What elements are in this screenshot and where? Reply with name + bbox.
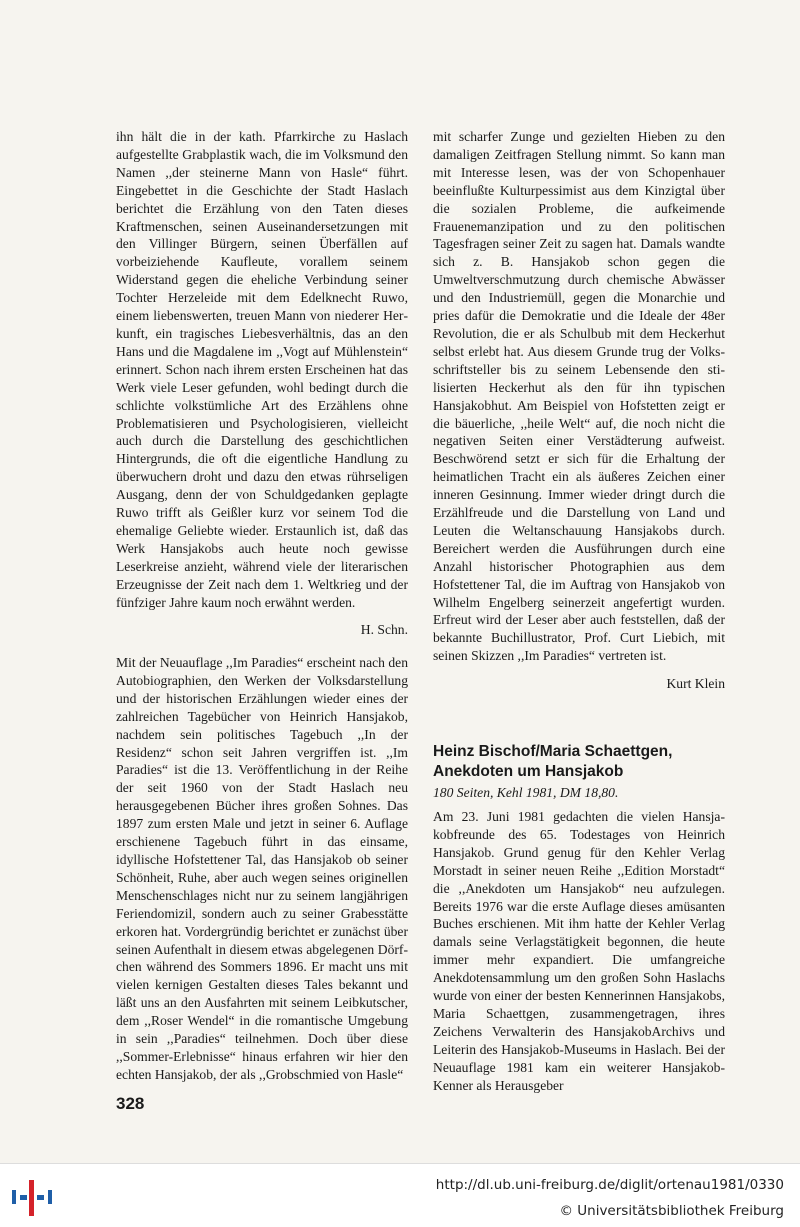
reviewer-signature: H. Schn.	[360, 622, 408, 638]
book-details: 180 Seiten, Kehl 1981, DM 18,80.	[433, 785, 619, 800]
column-left-bottom	[116, 654, 408, 1084]
review-text-left-top: ihn hält die in der kath. Pfarrkirche zu Haslach aufgestellte Grabplastik wach, die im Volksmund den Namen ,,der steinerne Mann von Hasle“ führt. Eingebettet in die Geschichte der Stadt Haslach berichtet die Erzählung von den Taten dieses Kraftmenschen, seinen Auseinandersetzungen mit den Villinger Bürgern, seinen Überfällen auf vorbeiziehende Kaufleute, vorallem seinem Widerstand gegen die eheliche Verbindung seiner Tochter Herzeleide mit dem Edelknecht Ruwo, einem liebenswerten, treuen Mann von niederer Herkunft, ein tragisches Liebesverhältnis, das an den Hans und die Magdalene im ,,Vogt auf Mühlenstein“ erinnert. Schon nach ihrem ersten Erscheinen hat das Werk viele Leser gefunden, wohl bedingt durch die schlichte volkstümliche Art des Erzählens ohne Problematisieren und Psychologisieren, vielleicht auch durch die Darstellung des geschichtlichen Hintergrunds, die oft die eigentliche Handlung zu überwuchern droht und dazu den etwas rührseligen Ausgang, denn der von Schuldgedanken geplagte Ruwo trifft als Geißler kurz vor seinem Tod die ehemalige Geliebte wieder. Erstaunlich ist, daß das Werk Hansjakobs auch heute noch gewisse Leserkreise anzieht, während viele der literarischen Erzeugnisse der Zeit nach dem 1. Weltkrieg und der fünfziger Jahre kaum noch erwähnt werden.	[116, 129, 408, 610]
column-right-top	[433, 128, 725, 693]
book-heading	[433, 742, 733, 782]
footer-url-link[interactable]: http://dl.ub.uni-freiburg.de/diglit/ortenau1981/0330	[435, 1177, 784, 1193]
column-right-bottom	[433, 808, 725, 1095]
review-text-left-bottom: Mit der Neuauflage ,,Im Paradies“ erscheint nach den Autobiographien, den Werken der Volksdarstellung und der historischen Erzählungen wieder eines der zahlreichen Tagebücher von Heinrich Hansjakob, nachdem sein politisches Tagebuch ,,In der Residenz“ schon seit Jahren vergriffen ist. ,,Im Paradies“ ist die 13. Veröffentlichung in der Reihe der seit 1960 von der Stadt Haslach neu herausgegebenen Bücher ihres großen Sohnes. Das 1897 zum ersten Male und jetzt in seiner 6. Auflage erschienene Tagebuch führt in das einsame, idyllische Hofstettener Tal, das Hansjakob ob seiner Schönheit, Ruhe, aber auch wegen seines originellen Menschenschlages nicht nur zu seinem langjährigen Feriendomizil, sondern auch zu seiner Grabesstätte erkoren hat. Vordergründig berichtet er zunächst über seinen Aufenthalt in diesem etwas abgelegenen Dörfchen während des Sommers 1896. Er macht uns mit vielen kernigen Gestalten dieses Tales bekannt und läßt uns an den Ausfahrten mit seinem Leibkutscher, dem ,,Roser Wendel“ in die romantische Umgebung in sein ,,Paradies“ teilnehmen. Doch über diese ,,Sommer-Erlebnisse“ hinaus erfahren wir hier den echten Hansjakob, der als ,,Grobschmied von Hasle“	[116, 655, 408, 1082]
review-text-right-top: mit scharfer Zunge und gezielten Hieben zu den damaligen Zeitfragen Stellung nimmt. So kann man mit Interesse lesen, was der von Schopenhauer beeinflußte Kulturpessimist aus dem Kinzigtal über die sozialen Probleme, die aufkeimende Frauenemanzipation und zu den politischen Tagesfragen seiner Zeit zu sagen hat. Damals wandte sich z. B. Hansjakob schon gegen die Umweltverschmutzung durch chemische Abwässer und den Industriemüll, gegen die Monarchie und pries dafür die Demokratie und die Ideale der 48er Revolution, die er als Schulbub mit dem Heckerhut selbst erlebt hat. Aus diesem Grunde trug der Volksschriftsteller bis zu seinem Lebensende den stilisierten Heckerhut als den für ihn typischen Hansjakobhut. Am Beispiel von Hofstetten zeigt er die bäuerliche, ,,heile Welt“ auf, die noch nicht die negativen Seiten einer Verstädterung aufweist. Beschwörend setzt er sich für die Erhaltung der heimatlichen Tracht ein als äußeres Zeichen einer inneren Gesinnung. Immer wieder dringt durch die Erzählfreude und die Darstellung von Land und Leuten die Weltanschauung Hansjakobs durch. Bereichert werden die Ausführungen durch eine Anzahl historischer Photographien aus dem Hofstettener Tal, die im Auftrag von Hansjakob von Wilhelm Engelberg seinerzeit angefertigt wurden. Erfreut wird der Leser aber auch feststellen, daß der bekannte Buchillustrator, Prof. Curt Liebich, mit seinen Skizzen ,,Im Paradies“ vertreten ist.	[433, 129, 725, 664]
page-number: 328	[116, 1094, 145, 1113]
reviewer-signature: Kurt Klein	[666, 676, 725, 692]
library-logo-icon	[10, 1178, 54, 1218]
column-left-top	[116, 128, 408, 639]
review-text-right-bottom: Am 23. Juni 1981 gedachten die vielen Hansjakobfreunde des 65. Todestages von Heinrich Hansjakob. Grund genug für den Kehler Verlag Morstadt in seiner neuen Reihe ,,Edition Morstadt“ die ,,Anekdoten um Hansjakob“ neu aufzulegen. Bereits 1976 war die erste Auflage dieses amüsanten Buches erschienen. Mit ihm hatte der Kehler Verlag damals seine Verlagstätigkeit begonnen, die heute immer mehr expandiert. Die umfangreiche Anekdotensammlung um den großen Sohn Haslachs wurde von einer der besten Kennerinnen Hansjakobs, Maria Schaettgen, zusammengetragen, ihres Zeichens Verwalterin des HansjakobArchivs und Leiterin des Hansjakob-Museums in Haslach. Bei der Neuauflage 1981 kam ein weiterer Hansjakob-Kenner als Herausgeber	[433, 809, 725, 1093]
footer-bar	[0, 1163, 800, 1227]
book-title: Anekdoten um Hansjakob	[433, 763, 624, 780]
book-authors: Heinz Bischof/Maria Schaettgen,	[433, 743, 673, 760]
footer-copyright: © Universitätsbibliothek Freiburg	[559, 1203, 784, 1219]
